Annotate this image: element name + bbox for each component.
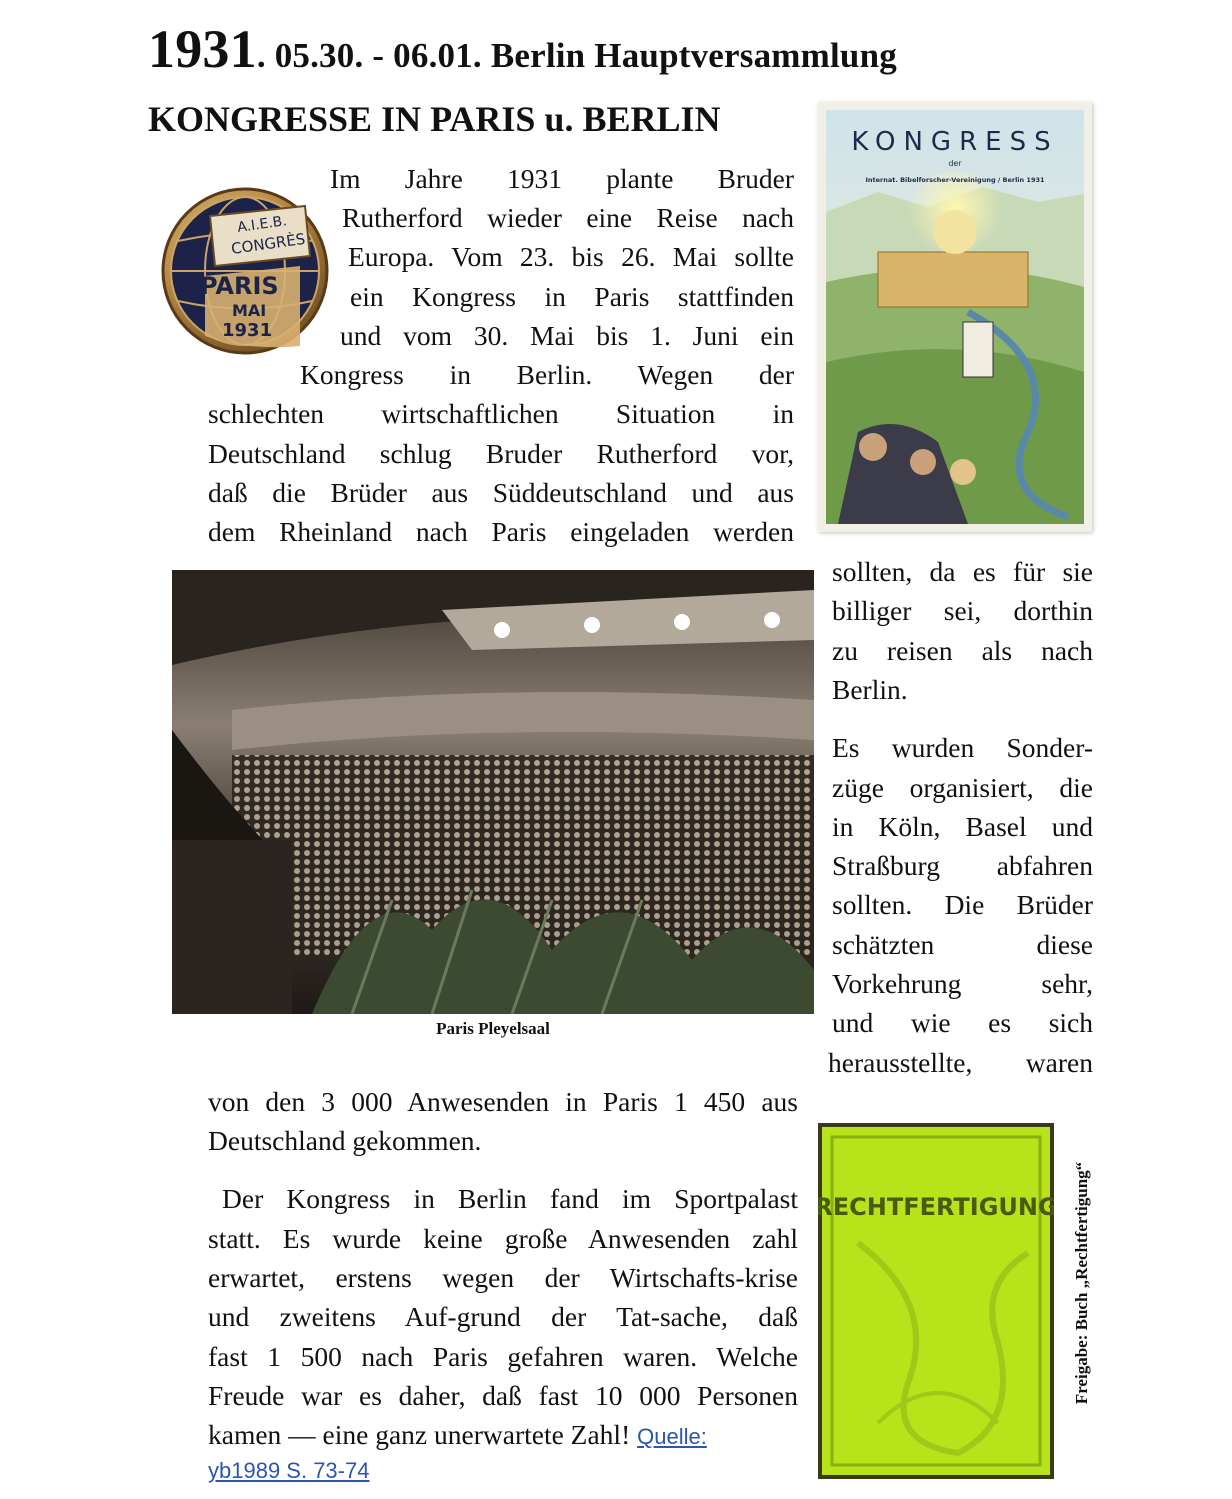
text-line: in Köln, Basel und: [832, 811, 1093, 842]
text-line: Im Jahre 1931 plante Bruder: [330, 163, 794, 194]
text-line: und wie es sich: [832, 1007, 1093, 1038]
pleyel-hall-photo: [172, 570, 814, 1014]
photo-caption: Paris Pleyelsaal: [436, 1019, 550, 1038]
text-line: züge organisiert, die: [832, 772, 1093, 803]
text-line: Berlin.: [832, 674, 908, 705]
source-link[interactable]: Quelle:: [637, 1424, 707, 1449]
text-line: von den 3 000 Anwesenden in Paris 1 450 aus: [208, 1086, 798, 1117]
text-line-with-link: [208, 1415, 798, 1456]
text-line: zu reisen als nach: [832, 635, 1093, 666]
text-line: und vom 30. Mai bis 1. Juni ein: [340, 320, 794, 351]
text-line: daß die Brüder aus Süddeutschland und aus: [208, 477, 794, 508]
source-link-continued[interactable]: yb1989 S. 73-74: [208, 1458, 370, 1483]
poster-subtitle: Internat. Bibelforscher-Vereinigung / Berlin 1931: [865, 176, 1045, 184]
text-line: statt. Es wurde keine große Anwesenden zahl: [208, 1223, 798, 1254]
text-line: ein Kongress in Paris stattfinden: [350, 281, 794, 312]
book-rechtfertigung-image: [818, 1123, 1054, 1479]
book-credit-text: Freigabe: Buch „Rechtfertigung“: [1072, 1161, 1091, 1405]
title-year: 1931: [148, 19, 257, 79]
book-title: RECHTFERTIGUNG: [818, 1193, 1054, 1221]
text-line: Freude war es daher, daß fast 10 000 Personen: [208, 1380, 798, 1411]
text-line: dem Rheinland nach Paris eingeladen werden: [208, 516, 794, 547]
badge-line4: MAI: [232, 301, 267, 320]
text-line: Es wurden Sonder-: [832, 732, 1093, 763]
text-line: sollten. Die Brüder: [832, 889, 1093, 920]
text-line: Kongress in Berlin. Wegen der: [300, 359, 794, 390]
text-line: Deutschland schlug Bruder Rutherford vor,: [208, 438, 794, 469]
page-subtitle: KONGRESSE IN PARIS u. BERLIN: [148, 99, 721, 139]
text-line: billiger sei, dorthin: [832, 595, 1093, 626]
title-rest: . 05.30. - 06.01. Berlin Hauptversammlung: [256, 36, 897, 75]
page-title: [148, 18, 897, 80]
congress-badge-image: [160, 186, 330, 356]
text-line: schlechten wirtschaftlichen Situation in: [208, 398, 794, 429]
source-link-line: [208, 1458, 369, 1484]
text-line: kamen — eine ganz unerwartete Zahl!: [208, 1419, 631, 1450]
text-line: Straßburg abfahren: [832, 850, 1093, 881]
badge-line5: 1931: [222, 320, 273, 341]
badge-line2: CONGRÈS: [230, 229, 307, 258]
text-line: Deutschland gekommen.: [208, 1125, 482, 1156]
text-line: Vorkehrung sehr,: [832, 968, 1093, 999]
text-line: Rutherford wieder eine Reise nach: [342, 202, 794, 233]
text-line: Der Kongress in Berlin fand im Sportpalast: [222, 1183, 798, 1214]
text-line: Europa. Vom 23. bis 26. Mai sollte: [348, 241, 794, 272]
text-line: schätzten diese: [832, 929, 1093, 960]
badge-line3: PARIS: [200, 272, 279, 300]
poster-title: KONGRESS: [851, 127, 1059, 157]
poster-der: der: [948, 159, 962, 168]
text-line: und zweitens Auf-grund der Tat-sache, daß: [208, 1301, 798, 1332]
badge-line1: A.I.E.B.: [236, 213, 288, 236]
congress-poster-image: [818, 102, 1092, 532]
text-line: herausstellte, waren: [828, 1047, 1093, 1078]
text-line: sollten, da es für sie: [832, 556, 1093, 587]
text-line: fast 1 500 nach Paris gefahren waren. Welche: [208, 1341, 798, 1372]
book-credit: [1062, 1123, 1102, 1443]
text-line: erwartet, erstens wegen der Wirtschafts-krise: [208, 1262, 798, 1293]
